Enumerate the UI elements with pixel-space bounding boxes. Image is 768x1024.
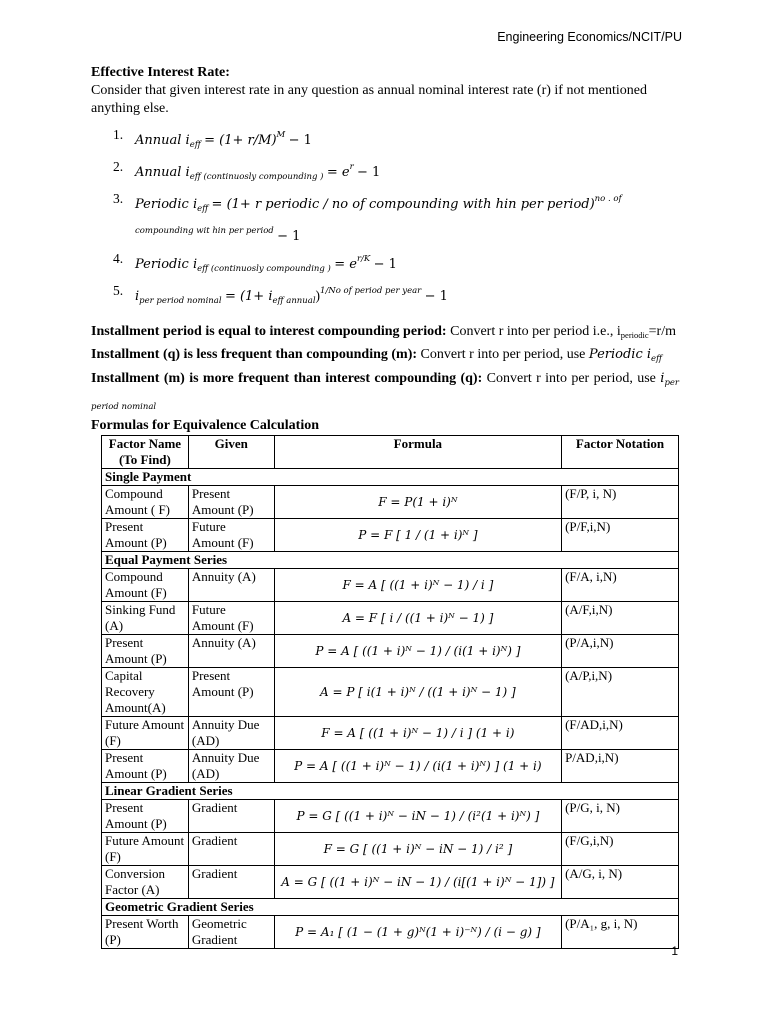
equation-number: 4. bbox=[113, 251, 124, 266]
table-row bbox=[102, 668, 679, 717]
header-factor-name: Factor Name (To Find) bbox=[102, 436, 189, 469]
equation-number: 3. bbox=[113, 191, 124, 206]
notation-cell: (A/P,i,N) bbox=[562, 668, 679, 717]
table-row bbox=[102, 486, 679, 519]
equation-exponent: r/K bbox=[356, 254, 371, 264]
factor-name-cell: Future Amount (F) bbox=[102, 833, 189, 866]
formula-cell: F = P(1 + i)ᴺ bbox=[274, 486, 561, 519]
table-row bbox=[102, 569, 679, 602]
equation-lhs-subscript: eff (continuosly compounding ) bbox=[189, 172, 324, 182]
given-cell: Present Amount (P) bbox=[188, 668, 274, 717]
equation-lhs: i bbox=[135, 289, 140, 304]
factor-name-cell: Present Amount (P) bbox=[102, 800, 189, 833]
factor-name-cell: Compound Amount (F) bbox=[102, 569, 189, 602]
formula-cell: P = A₁ [ (1 − (1 + g)ᴺ(1 + i)⁻ᴺ) / (i − g) ] bbox=[274, 916, 561, 949]
factor-name-cell: Present Worth (P) bbox=[102, 916, 189, 949]
rule-text: Convert r into per period, use bbox=[482, 371, 661, 386]
equation-lhs-subscript: eff (continuosly compounding ) bbox=[197, 264, 331, 274]
rule-math: Periodic i bbox=[588, 347, 652, 362]
table-row bbox=[102, 833, 679, 866]
notation-cell: (A/G, i, N) bbox=[562, 866, 679, 899]
rule-math-subscript: eff bbox=[651, 354, 663, 364]
given-cell: Geometric Gradient bbox=[188, 916, 274, 949]
notation-cell: (P/G, i, N) bbox=[562, 800, 679, 833]
equation-item: 5. $i_{per period nominal} = (1+ i_{eff annual})^{1/No of period per year} - 1$ bbox=[91, 280, 679, 312]
rule-condition: Installment (m) is more frequent than interest compounding (q): bbox=[91, 371, 483, 386]
equation-tail: − 1 bbox=[277, 229, 301, 244]
table-row bbox=[102, 916, 679, 949]
rule-subscript: periodic bbox=[620, 330, 649, 340]
notation-cell: (A/F,i,N) bbox=[562, 602, 679, 635]
table-row bbox=[102, 866, 679, 899]
equation-lhs-subscript: per period nominal bbox=[139, 296, 222, 306]
header-formula: Formula bbox=[274, 436, 561, 469]
formula-cell: F = G [ ((1 + i)ᴺ − iN − 1) / i² ] bbox=[274, 833, 561, 866]
factor-name-cell: Future Amount (F) bbox=[102, 717, 189, 750]
equation-item bbox=[91, 156, 679, 188]
equation-tail: − 1 bbox=[424, 289, 448, 304]
installment-rule bbox=[91, 322, 679, 345]
given-cell: Future Amount (F) bbox=[188, 519, 274, 552]
table-row bbox=[102, 800, 679, 833]
rule-condition: Installment period is equal to interest compounding period: bbox=[91, 324, 447, 339]
equation-lhs: Annual i bbox=[135, 133, 190, 148]
table-row bbox=[102, 519, 679, 552]
formula-cell: P = F [ 1 / (1 + i)ᴺ ] bbox=[274, 519, 561, 552]
group-row bbox=[102, 552, 679, 569]
equation-rhs: = (1+ r/M) bbox=[204, 133, 277, 148]
equation-lhs: Annual i bbox=[135, 165, 190, 180]
factor-name-cell: Present Amount (P) bbox=[102, 750, 189, 783]
factor-name-cell: Present Amount (P) bbox=[102, 635, 189, 668]
group-row bbox=[102, 469, 679, 486]
equation-exponent: r bbox=[349, 162, 354, 172]
given-cell: Present Amount (P) bbox=[188, 486, 274, 519]
equation-rhs: = e bbox=[334, 257, 357, 272]
equation-exponent: no . of compounding wit hin per period bbox=[135, 194, 622, 236]
equation-rhs: = (1+ r periodic / no of compounding with hin per period) bbox=[211, 197, 595, 212]
factor-name-cell: Conversion Factor (A) bbox=[102, 866, 189, 899]
intro-paragraph: Consider that given interest rate in any question as annual nominal interest rate (r) if not mentioned anything else. bbox=[91, 83, 647, 116]
rule-after: =r/m bbox=[648, 324, 676, 339]
formula-cell: A = F [ i / ((1 + i)ᴺ − 1) ] bbox=[274, 602, 561, 635]
equation-lhs: Periodic i bbox=[135, 257, 198, 272]
page-content bbox=[91, 64, 679, 949]
notation-cell: P/AD,i,N) bbox=[562, 750, 679, 783]
given-cell: Gradient bbox=[188, 800, 274, 833]
given-cell: Annuity (A) bbox=[188, 635, 274, 668]
table-row bbox=[102, 602, 679, 635]
group-name: Geometric Gradient Series bbox=[102, 899, 679, 916]
notation-cell: (F/A, i,N) bbox=[562, 569, 679, 602]
notation-cell: (P/A,i,N) bbox=[562, 635, 679, 668]
equation-rhs-subscript: eff annual bbox=[272, 296, 316, 306]
given-cell: Gradient bbox=[188, 866, 274, 899]
equation-rhs: = e bbox=[326, 165, 350, 180]
given-cell: Annuity Due (AD) bbox=[188, 717, 274, 750]
formula-cell: F = A [ ((1 + i)ᴺ − 1) / i ] bbox=[274, 569, 561, 602]
equation-item bbox=[91, 124, 679, 156]
equation-exponent: 1/No of period per year bbox=[320, 286, 422, 296]
equation-number: 1. bbox=[113, 127, 124, 142]
equation-lhs: Periodic i bbox=[135, 197, 198, 212]
equation-lhs-subscript: eff bbox=[197, 204, 209, 214]
equation-lhs-subscript: eff bbox=[189, 140, 201, 150]
notation-cell: (P/F,i,N) bbox=[562, 519, 679, 552]
formula-table bbox=[101, 435, 679, 949]
factor-name-cell: Compound Amount ( F) bbox=[102, 486, 189, 519]
formula-cell: P = A [ ((1 + i)ᴺ − 1) / (i(1 + i)ᴺ) ] (1 + i) bbox=[274, 750, 561, 783]
group-row bbox=[102, 899, 679, 916]
formula-cell: P = G [ ((1 + i)ᴺ − iN − 1) / (i²(1 + i)ᴺ) ] bbox=[274, 800, 561, 833]
rule-text: Convert r into per period i.e., i bbox=[446, 324, 621, 339]
formula-cell: A = P [ i(1 + i)ᴺ / ((1 + i)ᴺ − 1) ] bbox=[274, 668, 561, 717]
notation-cell: (F/AD,i,N) bbox=[562, 717, 679, 750]
equation-number: 5. bbox=[113, 283, 124, 298]
factor-name-cell: Present Amount (P) bbox=[102, 519, 189, 552]
rule-math-subscript: per period nominal bbox=[91, 378, 679, 412]
running-header: Engineering Economics/NCIT/PU bbox=[497, 30, 682, 44]
header-notation: Factor Notation bbox=[562, 436, 679, 469]
equation-exponent: M bbox=[276, 130, 286, 140]
equation-item bbox=[91, 248, 679, 280]
given-cell: Future Amount (F) bbox=[188, 602, 274, 635]
equation-rhs: = (1+ i bbox=[224, 289, 273, 304]
rule-math: i bbox=[660, 371, 665, 386]
given-cell: Annuity Due (AD) bbox=[188, 750, 274, 783]
notation-cell: (F/P, i, N) bbox=[562, 486, 679, 519]
table-row bbox=[102, 717, 679, 750]
formula-cell: A = G [ ((1 + i)ᴺ − iN − 1) / (i[(1 + i)ᴺ − 1]) ] bbox=[274, 866, 561, 899]
group-name: Single Payment bbox=[102, 469, 679, 486]
page-number: 1 bbox=[671, 944, 678, 958]
installment-rule bbox=[91, 345, 679, 369]
table-row bbox=[102, 750, 679, 783]
group-row bbox=[102, 783, 679, 800]
rule-text: Convert r into per period, use bbox=[417, 347, 589, 362]
given-cell: Annuity (A) bbox=[188, 569, 274, 602]
table-header-row bbox=[102, 436, 679, 469]
header-given: Given bbox=[188, 436, 274, 469]
installment-rule bbox=[91, 369, 679, 417]
group-name: Equal Payment Series bbox=[102, 552, 679, 569]
rule-condition: Installment (q) is less frequent than compounding (m): bbox=[91, 347, 418, 362]
given-cell: Gradient bbox=[188, 833, 274, 866]
equation-list bbox=[91, 124, 679, 312]
factor-name-cell: Capital Recovery Amount(A) bbox=[102, 668, 189, 717]
equation-number: 2. bbox=[113, 159, 124, 174]
formula-cell: F = A [ ((1 + i)ᴺ − 1) / i ] (1 + i) bbox=[274, 717, 561, 750]
equation-tail: − 1 bbox=[373, 257, 397, 272]
formula-cell: P = A [ ((1 + i)ᴺ − 1) / (i(1 + i)ᴺ) ] bbox=[274, 635, 561, 668]
equation-item bbox=[91, 188, 679, 248]
installment-rules bbox=[91, 322, 679, 417]
equation-tail: − 1 bbox=[357, 165, 381, 180]
group-name: Linear Gradient Series bbox=[102, 783, 679, 800]
notation-cell: (F/G,i,N) bbox=[562, 833, 679, 866]
equation-tail: − 1 bbox=[288, 133, 312, 148]
table-title: Formulas for Equivalence Calculation bbox=[91, 418, 320, 433]
section-heading: Effective Interest Rate: bbox=[91, 65, 230, 80]
factor-name-cell: Sinking Fund (A) bbox=[102, 602, 189, 635]
table-row bbox=[102, 635, 679, 668]
notation-cell: (P/A₁, g, i, N) bbox=[562, 916, 679, 949]
